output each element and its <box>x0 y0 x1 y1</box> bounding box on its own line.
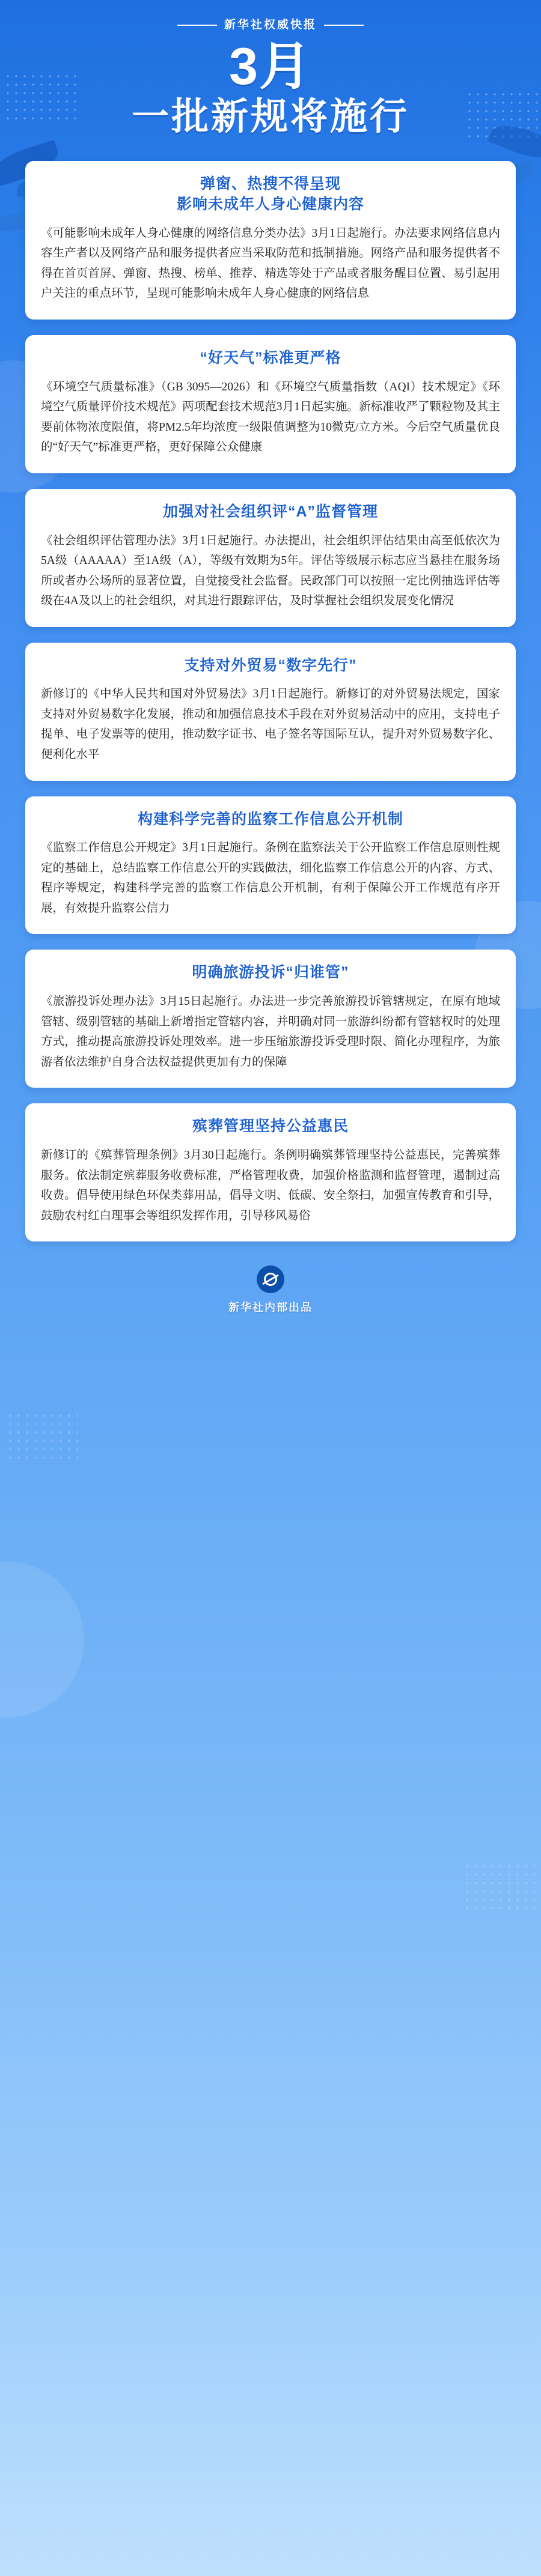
circle-decoration <box>0 1562 84 1718</box>
card-title <box>41 656 500 676</box>
page-title <box>0 32 541 145</box>
card-title-line: 殡葬管理坚持公益惠民 <box>192 1118 349 1135</box>
card-title-line: 构建科学完善的监察工作信息公开机制 <box>137 810 403 828</box>
news-card <box>25 796 516 935</box>
rule-right-icon <box>324 25 364 26</box>
card-title-line: 弹窗、热搜不得呈现 <box>200 175 341 193</box>
news-card <box>25 161 516 320</box>
card-body: 《旅游投诉处理办法》3月15日起施行。办法进一步完善旅游投诉管辖规定，在原有地域管辖、级别管辖的基础上新增指定管辖内容，并明确对同一旅游纠纷都有管辖权时的处理方式，推动提高旅游投诉处理效率。进一步压缩旅游投诉受理时限、简化办理程序，为旅游者依法维护自身合法权益提供更加有力的保障 <box>41 995 500 1068</box>
card-body: 《环境空气质量标准》（GB 3095—2026）和《环境空气质量指数（AQI）技术规定》《环境空气质量评价技术规范》两项配套技术规范3月1日起实施。新标准收严了颗粒物及其主要前体物浓度限值，将PM2.5年均浓度一级限值调整为10微克/立方米。今后空气质量优良的“好天气”标准更严格，更好保障公众健康 <box>41 380 500 454</box>
card-title-line: 影响未成年人身心健康内容 <box>176 196 364 213</box>
card-body: 《可能影响未成年人身心健康的网络信息分类办法》3月1日起施行。办法要求网络信息内容生产者以及网络产品和服务提供者应当采取防范和抵制措施。网络产品和服务提供者不得在首页首屏、弹窗、热搜、榜单、推荐、精选等处于产品或者服务醒目位置、易引起用户关注的重点环节，呈现可能影响未成年人身心健康的网络信息 <box>41 226 500 300</box>
news-card <box>25 1103 516 1241</box>
card-title <box>41 963 500 983</box>
card-body: 新修订的《中华人民共和国对外贸易法》3月1日起施行。新修订的对外贸易法规定，国家支持对外贸易数字化发展，推动和加强信息技术手段在对外贸易活动中的应用，支持电子提单、电子发票等的使用，推动数字证书、电子签名等国际互认，提升对外贸易数字化、便利化水平 <box>41 688 500 761</box>
card-title <box>41 810 500 830</box>
kicker-banner <box>0 0 541 32</box>
card-body: 《监察工作信息公开规定》3月1日起施行。条例在监察法关于公开监察工作信息原则性规定的基础上，总结监察工作信息公开的实践做法，细化监察工作信息公开的内容、方式、程序等规定，构建科学完善的监察工作信息公开机制，有利于保障公开工作规范有序开展，有效提升监察公信力 <box>41 841 500 915</box>
rule-left-icon <box>177 25 217 26</box>
news-card <box>25 489 516 627</box>
title-month: 3月 <box>229 38 312 95</box>
card-body: 新修订的《殡葬管理条例》3月30日起施行。条例明确殡葬管理坚持公益惠民，完善殡葬服务。依法制定殡葬服务收费标准，严格管理收费，加强价格监测和监督管理，遏制过高收费。倡导使用绿色环保类葬用品，倡导文明、低碳、安全祭扫，加强宣传教育和引导，鼓励农村红白理事会等组织发挥作用，引导移风易俗 <box>41 1149 500 1222</box>
footer-label: 新华社内部出品 <box>228 1302 313 1314</box>
card-title <box>41 1117 500 1137</box>
card-title <box>41 348 500 369</box>
footer <box>0 1257 541 1333</box>
card-title-line: 加强对社会组织评“A”监督管理 <box>162 503 379 520</box>
news-card <box>25 335 516 473</box>
kicker-label: 新华社权威快报 <box>224 19 317 31</box>
news-card <box>25 950 516 1088</box>
card-title-line: “好天气”标准更严格 <box>200 349 341 366</box>
card-title <box>41 502 500 523</box>
card-title-line: 支持对外贸易“数字先行” <box>184 656 357 674</box>
news-card <box>25 643 516 781</box>
card-title <box>41 174 500 215</box>
dot-pattern-decoration <box>463 1862 535 1916</box>
title-subtitle: 一批新规将施行 <box>131 95 409 138</box>
dot-pattern-decoration <box>6 1411 78 1465</box>
card-title-line: 明确旅游投诉“归谁管” <box>192 964 349 981</box>
xinhua-logo-icon <box>257 1265 284 1293</box>
card-body: 《社会组织评估管理办法》3月1日起施行。办法提出，社会组织评估结果由高至低依次为5A级（AAAAA）至1A级（A），等级有效期为5年。评估等级展示标志应当悬挂在服务场所或者办公场所的显著位置，自觉接受社会监督。民政部门可以按照一定比例抽选评估等级在4A及以上的社会组织，对其进行跟踪评估，及时掌握社会组织发展变化情况 <box>41 534 500 608</box>
card-list <box>0 145 541 1241</box>
